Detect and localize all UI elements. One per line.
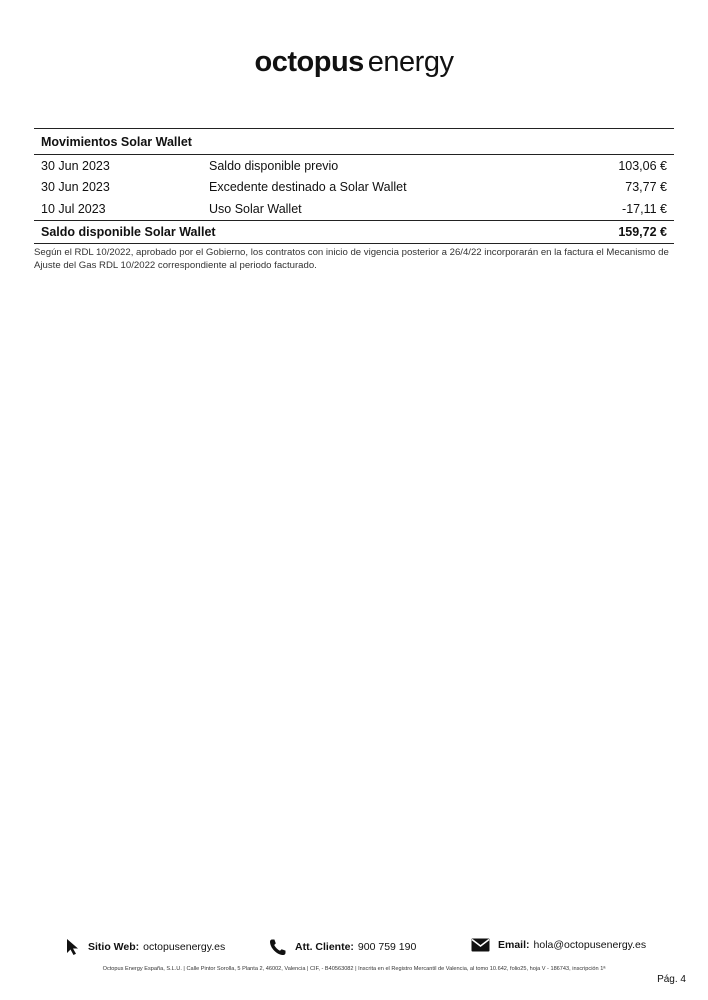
email-link[interactable]: hola@octopusenergy.es [533,939,647,951]
footer-phone [269,938,416,956]
website-link[interactable]: octopusenergy.es [143,941,226,953]
row-description: Saldo disponible previo [209,158,339,173]
table-row [34,198,674,220]
envelope-icon [471,938,490,952]
table-row [34,177,674,199]
phone-link[interactable]: 900 759 190 [357,941,417,953]
row-description: Excedente destinado a Solar Wallet [209,180,407,195]
footer-website [66,938,225,956]
total-amount: 159,72 € [618,224,667,239]
page-number: Pág. 4 [657,974,686,985]
row-amount: 103,06 € [618,158,667,173]
email-label: Email: [498,939,530,951]
row-description: Uso Solar Wallet [209,201,302,216]
rdl-note: Según el RDL 10/2022, aprobado por el Gobierno, los contratos con inicio de vigencia posterior a 26/4/22 incorporarán en la factura el Mecanismo de Ajuste del Gas RDL 10/2022 correspondiente al periodo facturado. [34,247,669,271]
website-label: Sitio Web: [88,941,140,953]
solar-wallet-total-row [34,220,674,244]
footer-email [471,938,646,952]
row-amount: -17,11 € [622,201,667,216]
row-date: 30 Jun 2023 [41,158,110,173]
row-amount: 73,77 € [625,180,667,195]
logo-word-octopus: octopus [254,46,364,78]
table-row [34,155,674,177]
row-date: 30 Jun 2023 [41,180,110,195]
solar-wallet-title: Movimientos Solar Wallet [34,129,674,155]
row-date: 10 Jul 2023 [41,201,106,216]
cursor-arrow-icon [66,938,80,956]
total-label: Saldo disponible Solar Wallet [41,224,216,239]
logo-word-energy: energy [367,46,454,78]
solar-wallet-table [34,128,674,244]
legal-text: Octopus Energy España, S.L.U. | Calle Pintor Sorolla, 5 Planta 2, 46002, Valencia | CIF, - B40563082 | Inscrita en el Registro Mercantil de Valencia, al tomo 10.642, folio25, hoja V - 186743, inscripción 1ª [102,966,606,972]
phone-icon [269,938,287,956]
brand-logo [0,46,708,79]
phone-label: Att. Cliente: [295,941,354,953]
footer-contacts [66,938,656,958]
